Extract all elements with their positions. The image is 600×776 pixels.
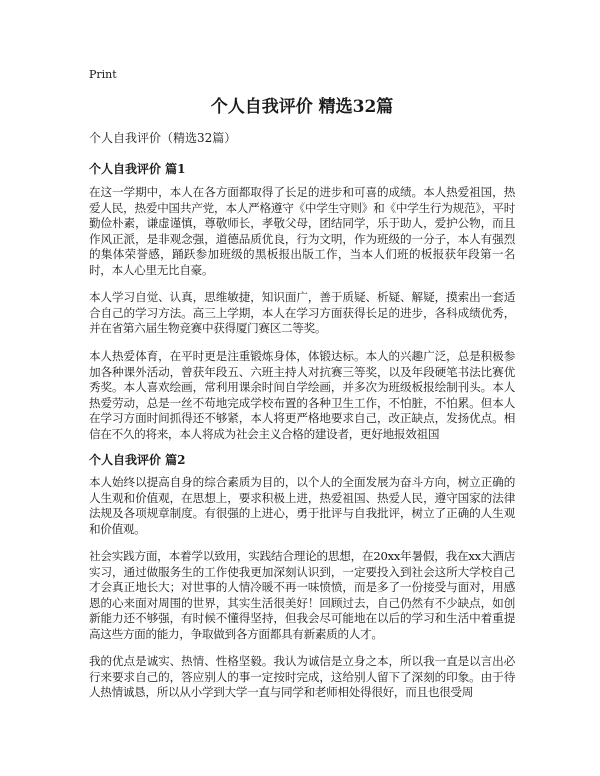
section-1-paragraph-2: 本人学习自觉、认真，思维敏捷，知识面广，善于质疑、析疑、解疑，摸索出一套适合自己的学习方法。高三上学期，本人在学习方面获得长足的进步，各科成绩优秀，并在省第六届生物竞赛中获得厦门赛区二等奖。	[89, 290, 515, 336]
print-link[interactable]: Print	[89, 68, 117, 81]
section-2-paragraph-1: 本人始终以提高自身的综合素质为目的，以个人的全面发展为奋斗方向，树立正确的人生观和价值观，在思想上，要求积极上进，热爱祖国、热爱人民，遵守国家的法律法规及各项规章制度。有很强的上进心，勇于批评与自我批评，树立了正确的人生观和价值观。	[89, 475, 515, 536]
section-heading-1: 个人自我评价 篇1	[89, 162, 186, 176]
document-subtitle: 个人自我评价（精选32篇）	[89, 131, 237, 145]
section-2-paragraph-2: 社会实践方面，本着学以致用，实践结合理论的思想，在20xx年暑假，我在xx大酒店实习，通过做服务生的工作使我更加深刻认识到，一定要投入到社会这所大学校自己才会真正地长大；对世事的人情冷暖不再一味愤愤，而是多了一份接受与面对，用感恩的心来面对周围的世界，其实生活很美好！回顾过去，自己仍然有不少缺点，如创新能力还不够强，有时候不懂得坚持，但我会尽可能地在以后的学习和生活中着重提高这些方面的能力，争取做到各方面都具有新素质的人才。	[89, 549, 515, 641]
document-title: 个人自我评价 精选32篇	[210, 97, 394, 117]
section-2-paragraph-3: 我的优点是诚实、热情、性格坚毅。我认为诚信是立身之本，所以我一直是以言出必行来要求自己的，答应别人的事一定按时完成，这给别人留下了深刻的印象。由于待人热情诚恳，所以从小学到大学一直与同学和老师相处得很好，而且也很受周	[89, 654, 515, 700]
section-1-paragraph-3: 本人热爱体育，在平时更是注重锻炼身体，体锻达标。本人的兴趣广泛，总是积极参加各种课外活动，曾获年段五、六班主持人对抗赛三等奖，以及年段硬笔书法比赛优秀奖。本人喜欢绘画，常利用课余时间自学绘画，并多次为班级板报绘制刊头。本人热爱劳动，总是一丝不苟地完成学校布置的各种卫生工作，不怕脏，不怕累。但本人在学习方面时间抓得还不够紧，本人将更严格地要求自己，改正缺点，发扬优点。相信在不久的将来，本人将成为社会主义合格的建设者，更好地报效祖国	[89, 349, 515, 441]
section-1-paragraph-1: 在这一学期中，本人在各方面都取得了长足的进步和可喜的成绩。本人热爱祖国，热爱人民，热爱中国共产党，本人严格遵守《中学生守则》和《中学生行为规范》，平时勤俭朴素，谦虚谨慎，尊敬师长，孝敬父母，团结同学，乐于助人，爱护公物，而且作风正派，是非观念强，道德品质优良，行为文明，作为班级的一分子，本人有强烈的集体荣誉感，踊跃参加班级的黑板报出版工作，当本人们班的板报获年段第一名时，本人心里无比自豪。	[89, 185, 515, 277]
section-heading-2: 个人自我评价 篇2	[89, 453, 186, 467]
